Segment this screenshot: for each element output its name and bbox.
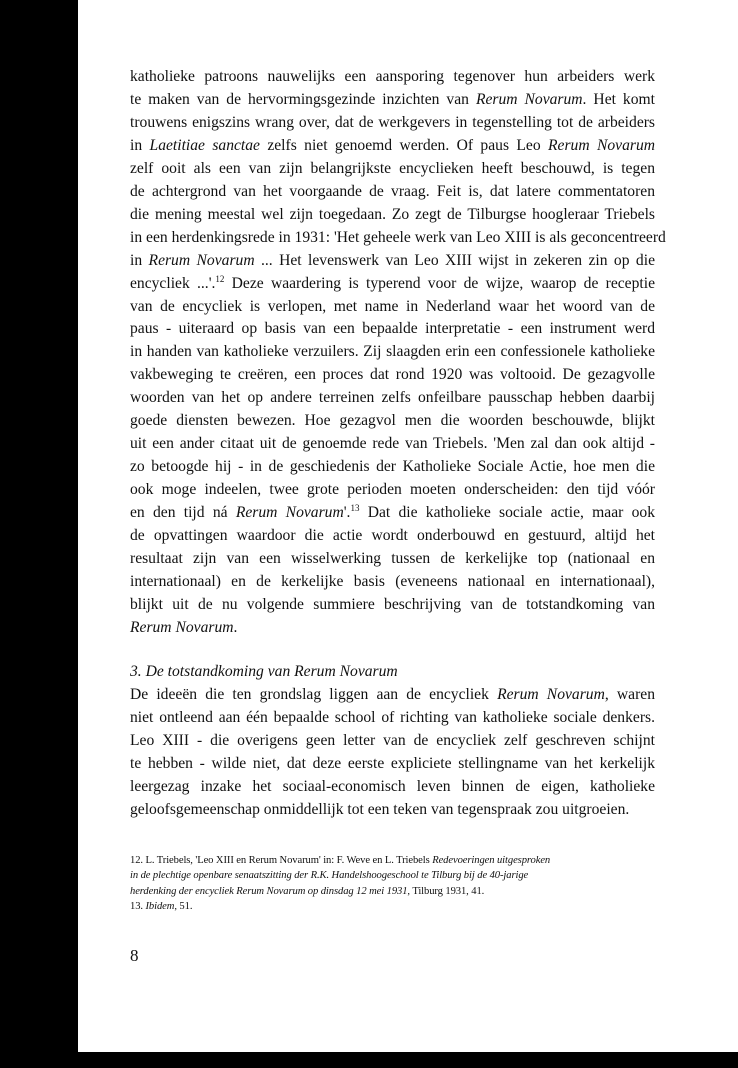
footnotes: [130, 853, 655, 915]
text-line: in Rerum Novarum ... Het levenswerk van Leo XIII wijst in zekeren zin op die: [130, 251, 655, 269]
text-line: die mening meestal wel zijn toegedaan. Zo zegt de Tilburgse hoogleraar Triebels: [130, 205, 655, 223]
text-line: geloofsgemeenschap onmiddellijk tot een teken van tegenspraak zou uitgroeien.: [130, 800, 630, 818]
footnote-line: 13. Ibidem, 51.: [130, 901, 193, 912]
text-line: leergezag inzake het sociaal-economisch leven binnen de eigen, katholieke: [130, 777, 655, 795]
text-line: te hebben - wilde niet, dat deze eerste expliciete stellingname van het kerkelijk: [130, 754, 655, 772]
text-line: en den tijd ná Rerum Novarum'.$^{13}$ Dat die katholieke sociale actie, maar ook: [130, 503, 656, 522]
text-line: vakbeweging te creëren, een proces dat rond 1920 was voltooid. De gezagvolle: [130, 366, 655, 384]
text-line: van de encycliek is verlopen, met name in Nederland waar het woord van de: [130, 297, 655, 315]
text-line: katholieke patroons nauwelijks een aansporing tegenover hun arbeiders werk: [130, 68, 655, 85]
section-heading: 3. De totstandkoming van Rerum Novarum: [130, 662, 398, 680]
footnote-line: herdenking der encycliek Rerum Novarum op dinsdag 12 mei 1931, Tilburg 1931, 41.: [130, 885, 485, 897]
footnote-ref-12: 12: [215, 273, 225, 284]
text-line: De ideeën die ten grondslag liggen aan de encycliek Rerum Novarum, waren: [130, 685, 656, 703]
page-number: 8: [130, 946, 139, 965]
text-line: zo betoogde hij - in de geschiedenis der Katholieke Sociale Actie, hoe men die: [130, 458, 655, 476]
paragraph-1: [130, 66, 666, 640]
footnote-ref-13: 13: [350, 503, 360, 514]
text-line: trouwens enigszins wrang over, dat de werkgevers in tegenstelling tot de arbeiders: [130, 113, 655, 131]
text-line: Leo XIII - die overigens geen letter van de encycliek zelf geschreven schijnt: [130, 731, 655, 749]
scan-bottom-border: [78, 1052, 738, 1068]
text-line: de achtergrond van het voorgaande de vraag. Feit is, dat latere commentatoren: [130, 182, 655, 200]
text-line: encycliek ...'.$^{12}$ Deze waardering is typerend voor de wijze, waarop de receptie: [130, 273, 655, 292]
text-line: niet ontleend aan één bepaalde school of richting van katholieke sociale denkers.: [130, 708, 655, 726]
text-line: uit een ander citaat uit de genoemde rede van Triebels. 'Men zal dan ook altijd -: [130, 435, 655, 453]
page-content: [130, 66, 666, 915]
section-3: [130, 661, 655, 822]
text-line: woorden van het op andere terreinen zelfs onfeilbare pausschap hebben daarbij: [130, 389, 655, 407]
text-line: de opvattingen waardoor die actie wordt onderbouwd en gestuurd, altijd het: [130, 527, 655, 545]
text-line: zelf ooit als een van zijn belangrijkste encyclieken heeft beschouwd, is tegen: [130, 159, 655, 177]
text-line: te maken van de hervormingsgezinde inzichten van Rerum Novarum. Het komt: [130, 90, 655, 108]
text-line: paus - uiteraard op basis van een bepaalde interpretatie - een instrument werd: [130, 320, 655, 338]
text-line: in handen van katholieke verzuilers. Zij slaagden erin een confessionele katholieke: [130, 343, 655, 361]
text-line: in Laetitiae sanctae zelfs niet genoemd werden. Of paus Leo Rerum Novarum: [130, 136, 656, 154]
text-line: ook moge indeelen, twee grote perioden moeten onderscheiden: den tijd vóór: [130, 481, 655, 499]
text-line: resultaat zijn van een wisselwerking tussen de kerkelijke top (nationaal en: [130, 550, 655, 568]
footnote-line: in de plechtige openbare senaatszitting der R.K. Handelshoogeschool te Tilburg bij de 40-jarige: [130, 870, 529, 881]
text-line: blijkt uit de nu volgende summiere beschrijving van de totstandkoming van: [130, 595, 655, 613]
text-line: in een herdenkingsrede in 1931: 'Het geheele werk van Leo XIII is als geconcentreerd: [130, 228, 666, 246]
text-line: Rerum Novarum.: [130, 618, 238, 636]
footnote-line: 12. L. Triebels, 'Leo XIII en Rerum Novarum' in: F. Weve en L. Triebels Redevoeringen uitgesproken: [130, 854, 551, 866]
text-line: internationaal) en de kerkelijke basis (eveneens nationaal en internationaal),: [130, 572, 655, 590]
text-line: goede diensten bewezen. Hoe gezagvol men die woorden beschouwde, blijkt: [130, 412, 655, 430]
scan-left-border: [0, 0, 78, 1068]
